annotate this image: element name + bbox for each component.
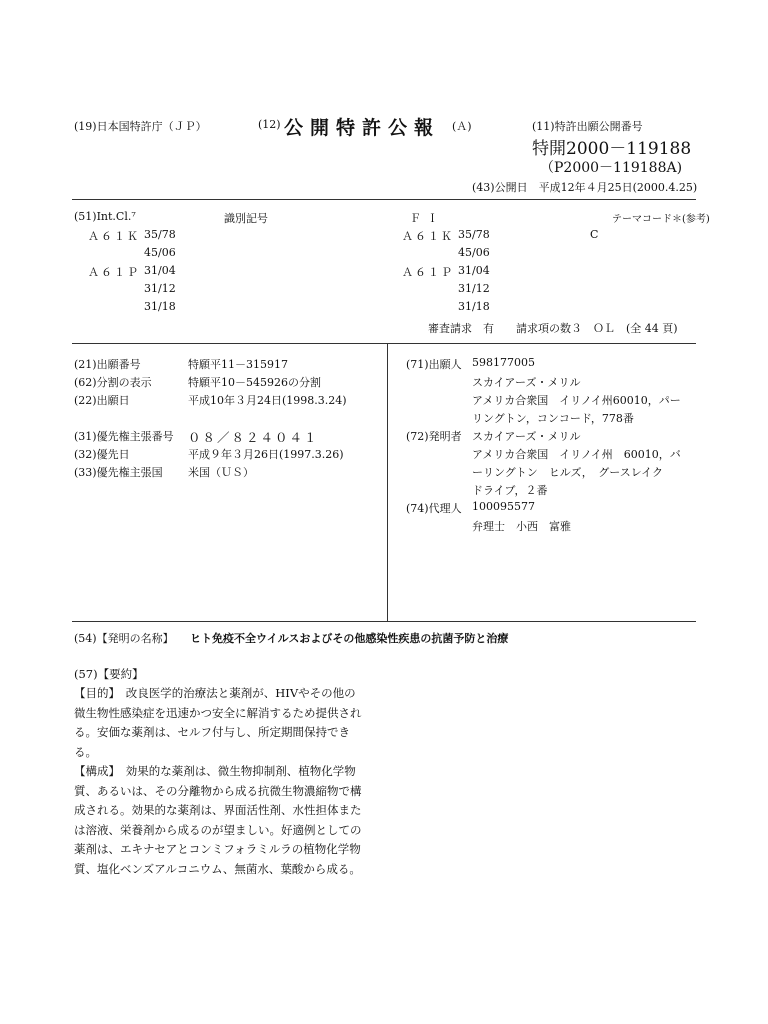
abstract-heading: (57)【要約】: [74, 667, 144, 681]
bib-field-label: (21)出願番号: [74, 358, 141, 371]
abstract-body: [74, 684, 374, 879]
bib-field-label: (71)出願人: [406, 358, 462, 371]
bib-field-value: 100095577: [472, 500, 535, 513]
examination-status: 審査請求 有 請求項の数３ ＯＬ (全 44 頁): [428, 322, 678, 335]
classification-divider: [72, 343, 696, 344]
ipc-code: 31/04: [458, 264, 490, 277]
ipc-code: 35/78: [458, 228, 490, 241]
invention-title-label: (54)【発明の名称】: [74, 632, 174, 645]
bib-field-value: 平成９年３月26日(1997.3.26): [188, 448, 344, 461]
bib-field-value: ドライブ，２番: [472, 484, 548, 497]
publication-number-label: (11)特許出願公開番号: [532, 120, 643, 133]
bib-field-value: 弁理士 小西 富雅: [472, 520, 571, 533]
header-divider: [72, 199, 696, 200]
theme-code-label: テーマコード＊(参考): [612, 214, 710, 225]
bib-field-value: スカイアーズ・メリル: [472, 430, 581, 443]
bib-field-value: 平成10年３月24日(1998.3.24): [188, 394, 347, 407]
ipc-section: Ａ６１Ｐ: [402, 266, 454, 279]
id-symbol-label: 識別記号: [224, 212, 268, 225]
office-label: (19)日本国特許庁（ＪＰ）: [74, 120, 207, 133]
bib-field-value: 特願平10－545926の分割: [188, 376, 321, 389]
abstract-line: る。: [74, 744, 97, 759]
abstract-line: 微生物性感染症を迅速かつ安全に解消するため提供され: [74, 705, 362, 720]
kind-code: (12): [258, 118, 281, 131]
ipc-section: Ａ６１Ｐ: [88, 266, 140, 279]
theme-code: C: [590, 228, 599, 241]
ipc-code: 35/78: [144, 228, 176, 241]
ipc-code: 31/18: [144, 300, 176, 313]
abstract-line: 質、あるいは、その分離物から成る抗微生物濃縮物で構: [74, 783, 362, 798]
publication-date: (43)公開日 平成12年４月25日(2000.4.25): [472, 181, 698, 194]
bib-field-label: (32)優先日: [74, 448, 130, 461]
bib-field-label: (22)出願日: [74, 394, 130, 407]
abstract-line: は溶液、栄養剤から成るのが望ましい。好適例としての: [74, 822, 362, 837]
intcl-label: (51)Int.Cl.⁷: [74, 210, 136, 223]
bib-field-value: ーリングトン ヒルズ， グースレイク: [472, 466, 663, 479]
bib-field-value: リングトン，コンコード，778番: [472, 412, 634, 425]
bib-field-label: (74)代理人: [406, 502, 462, 515]
abstract-line: る。安価な薬剤は、セルフ付与し、所定期間保持でき: [74, 725, 350, 739]
ipc-code: 31/04: [144, 264, 176, 277]
bib-field-label: (31)優先権主張番号: [74, 430, 174, 443]
abstract-line: 【目的】 改良医学的治療法と薬剤が、HIVやその他の: [74, 686, 356, 700]
bib-field-value: 598177005: [472, 356, 535, 369]
ipc-code: 45/06: [458, 246, 490, 259]
invention-title: ヒト免疫不全ウイルスおよびその他感染性疾患の抗菌予防と治療: [190, 632, 509, 645]
gazette-type: (Ａ): [452, 120, 472, 133]
ipc-code: 31/12: [458, 282, 490, 295]
abstract-line: 【構成】 効果的な薬剤は、微生物抑制剤、植物化学物: [74, 764, 356, 778]
abstract-line: 薬剤は、エキナセアとコンミフォラミルラの植物化学物: [74, 842, 361, 856]
bib-field-label: (33)優先権主張国: [74, 466, 163, 479]
bib-field-label: (62)分割の表示: [74, 376, 152, 389]
ipc-section: Ａ６１Ｋ: [402, 230, 454, 243]
publication-number-alt: （P2000－119188A): [540, 160, 683, 176]
bib-field-label: (72)発明者: [406, 430, 462, 443]
ipc-code: 31/18: [458, 300, 490, 313]
publication-number: 特開2000－119188: [532, 139, 692, 159]
fi-label: ＦＩ: [410, 212, 444, 225]
bib-field-value: アメリカ合衆国 イリノイ州60010，パー: [472, 394, 681, 407]
bib-field-value: スカイアーズ・メリル: [472, 376, 581, 389]
ipc-code: 45/06: [144, 246, 176, 259]
bib-field-value: ０８／８２４０４１: [188, 430, 319, 445]
ipc-code: 31/12: [144, 282, 176, 295]
bib-field-value: 特願平11－315917: [188, 358, 288, 371]
abstract-line: 質、塩化ベンズアルコニウム、無菌水、葉酸から成る。: [74, 861, 361, 876]
bib-field-value: アメリカ合衆国 イリノイ州 60010，バ: [472, 448, 681, 461]
abstract-line: 成される。効果的な薬剤は、界面活性剤、水性担体また: [74, 803, 362, 817]
gazette-title: 公開特許公報: [284, 117, 441, 139]
bib-field-value: 米国（ＵＳ）: [188, 466, 254, 479]
bib-divider: [72, 621, 696, 622]
bib-column-divider: [387, 343, 388, 621]
ipc-section: Ａ６１Ｋ: [88, 230, 140, 243]
